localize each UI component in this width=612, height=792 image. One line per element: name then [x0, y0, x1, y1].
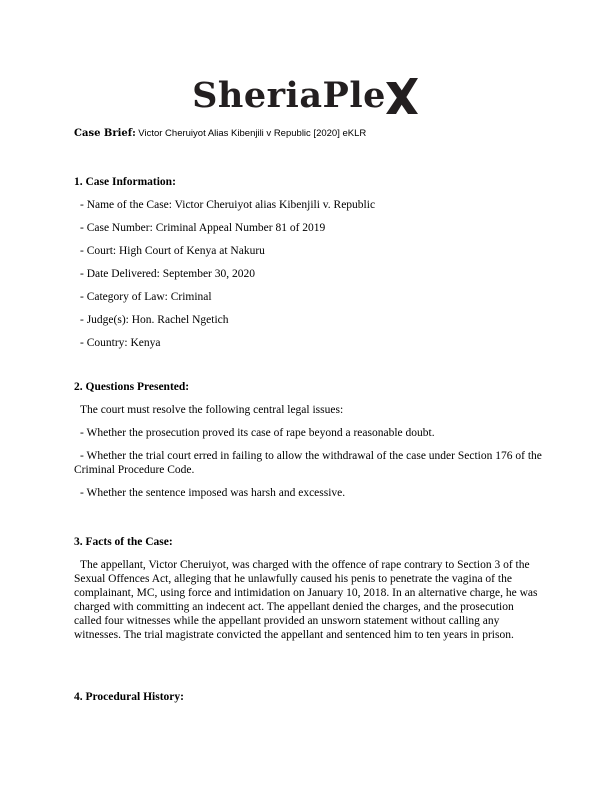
brand-name: SheriaPle	[192, 75, 386, 116]
list-item: - Court: High Court of Kenya at Nakuru	[80, 245, 265, 257]
list-item: - Name of the Case: Victor Cheruiyot alias Kibenjili v. Republic	[80, 199, 376, 211]
section-heading: 2. Questions Presented:	[74, 381, 190, 393]
section-heading: 4. Procedural History:	[74, 691, 184, 703]
list-item: - Whether the trial court erred in failing to allow the withdrawal of the case under Section 176 of the Criminal Procedure Code.	[74, 450, 542, 476]
list-item: - Judge(s): Hon. Rachel Ngetich	[80, 314, 229, 326]
list-item: - Case Number: Criminal Appeal Number 81 of 2019	[80, 222, 326, 234]
section-heading: 1. Case Information:	[74, 176, 176, 188]
x-mark-icon	[384, 70, 420, 122]
case-brief-title: Victor Cheruiyot Alias Kibenjili v Republic [2020] eKLR	[138, 128, 367, 139]
facts-paragraph: The appellant, Victor Cheruiyot, was charged with the offence of rape contrary to Section 3 of the Sexual Offences Act, alleging that he unlawfully caused his penis to penetrate the vagina of the complainant, MC, using force and intimidation on January 10, 2018. In an alternative charge, he was charged with committing an indecent act. The appellant denied the charges, and the prosecution called four witnesses while the appellant provided an unsworn statement without calling any witnesses. The trial magistrate convicted the appellant and sentenced him to ten years in prison.	[74, 559, 538, 641]
brand-logo	[0, 70, 612, 122]
list-item: - Whether the sentence imposed was harsh and excessive.	[80, 487, 346, 499]
section-heading: 3. Facts of the Case:	[74, 536, 173, 548]
case-information-section	[74, 175, 544, 350]
case-brief-label: Case Brief:	[74, 128, 136, 139]
questions-intro: The court must resolve the following central legal issues:	[80, 404, 344, 416]
procedural-history-section	[74, 690, 544, 704]
list-item: - Date Delivered: September 30, 2020	[80, 268, 255, 280]
list-item: - Category of Law: Criminal	[80, 291, 212, 303]
facts-section	[74, 535, 544, 642]
list-item: - Country: Kenya	[80, 337, 161, 349]
case-brief-line	[74, 127, 544, 141]
questions-presented-section	[74, 380, 544, 500]
list-item: - Whether the prosecution proved its case of rape beyond a reasonable doubt.	[80, 427, 435, 439]
